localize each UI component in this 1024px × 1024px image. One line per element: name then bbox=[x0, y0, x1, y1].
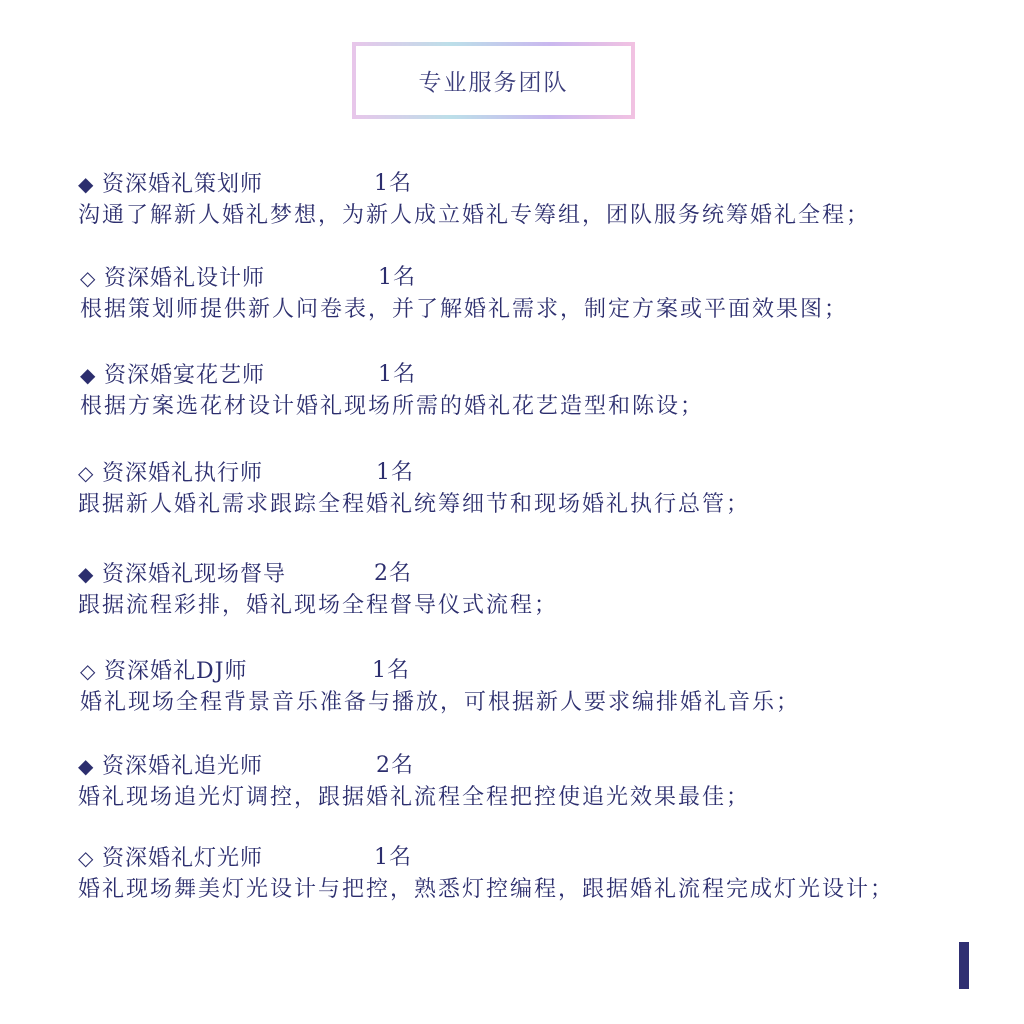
role-count: 1名 bbox=[378, 362, 416, 387]
entry-header bbox=[0, 168, 1000, 200]
entry-header bbox=[0, 359, 1000, 391]
team-entry bbox=[0, 558, 1000, 622]
role-title: 资深婚礼DJ师 bbox=[104, 659, 248, 684]
diamond-outline-icon: ◇ bbox=[80, 266, 96, 290]
diamond-outline-icon: ◇ bbox=[80, 659, 96, 683]
role-count: 1名 bbox=[378, 265, 416, 290]
team-entry bbox=[0, 168, 1000, 232]
role-title: 资深婚礼追光师 bbox=[102, 754, 264, 779]
role-description: 根据策划师提供新人问卷表，并了解婚礼需求，制定方案或平面效果图； bbox=[80, 297, 849, 322]
role-count: 1名 bbox=[374, 171, 412, 196]
diamond-outline-icon: ◇ bbox=[78, 846, 94, 870]
role-description: 根据方案选花材设计婚礼现场所需的婚礼花艺造型和陈设； bbox=[80, 394, 705, 419]
role-count: 2名 bbox=[376, 753, 414, 778]
diamond-outline-icon: ◇ bbox=[78, 461, 94, 485]
team-entry bbox=[0, 842, 1000, 906]
entry-header bbox=[0, 457, 1000, 489]
entry-header bbox=[0, 262, 1000, 294]
diamond-solid-icon: ◆ bbox=[78, 754, 94, 778]
team-entry bbox=[0, 359, 1000, 423]
diamond-solid-icon: ◆ bbox=[80, 363, 96, 387]
role-count: 2名 bbox=[374, 561, 412, 586]
role-title: 资深婚宴花艺师 bbox=[104, 363, 266, 388]
section-title-box bbox=[356, 46, 631, 115]
role-title: 资深婚礼设计师 bbox=[104, 266, 266, 291]
section-title-frame bbox=[352, 42, 635, 119]
diamond-solid-icon: ◆ bbox=[78, 172, 94, 196]
role-title: 资深婚礼执行师 bbox=[102, 461, 264, 486]
role-description: 跟据流程彩排，婚礼现场全程督导仪式流程； bbox=[78, 593, 559, 618]
entry-header bbox=[0, 655, 1000, 687]
entry-header bbox=[0, 558, 1000, 590]
role-title: 资深婚礼策划师 bbox=[102, 172, 264, 197]
entry-header bbox=[0, 750, 1000, 782]
team-entry bbox=[0, 655, 1000, 719]
diamond-solid-icon: ◆ bbox=[78, 562, 94, 586]
role-title: 资深婚礼现场督导 bbox=[102, 562, 287, 587]
role-title: 资深婚礼灯光师 bbox=[102, 846, 264, 871]
role-description: 婚礼现场全程背景音乐准备与播放，可根据新人要求编排婚礼音乐； bbox=[80, 690, 801, 715]
role-description: 婚礼现场追光灯调控，跟据婚礼流程全程把控使追光效果最佳； bbox=[78, 785, 751, 810]
role-description: 婚礼现场舞美灯光设计与把控，熟悉灯控编程，跟据婚礼流程完成灯光设计； bbox=[78, 877, 895, 902]
entry-header bbox=[0, 842, 1000, 874]
team-entry bbox=[0, 457, 1000, 521]
role-description: 跟据新人婚礼需求跟踪全程婚礼统筹细节和现场婚礼执行总管； bbox=[78, 492, 751, 517]
role-count: 1名 bbox=[376, 460, 414, 485]
role-count: 1名 bbox=[374, 845, 412, 870]
page-marker-bar bbox=[959, 942, 969, 989]
role-description: 沟通了解新人婚礼梦想，为新人成立婚礼专筹组，团队服务统筹婚礼全程； bbox=[78, 203, 871, 228]
team-entry bbox=[0, 262, 1000, 326]
role-count: 1名 bbox=[372, 658, 410, 683]
team-entry bbox=[0, 750, 1000, 814]
section-title: 专业服务团队 bbox=[418, 70, 569, 96]
